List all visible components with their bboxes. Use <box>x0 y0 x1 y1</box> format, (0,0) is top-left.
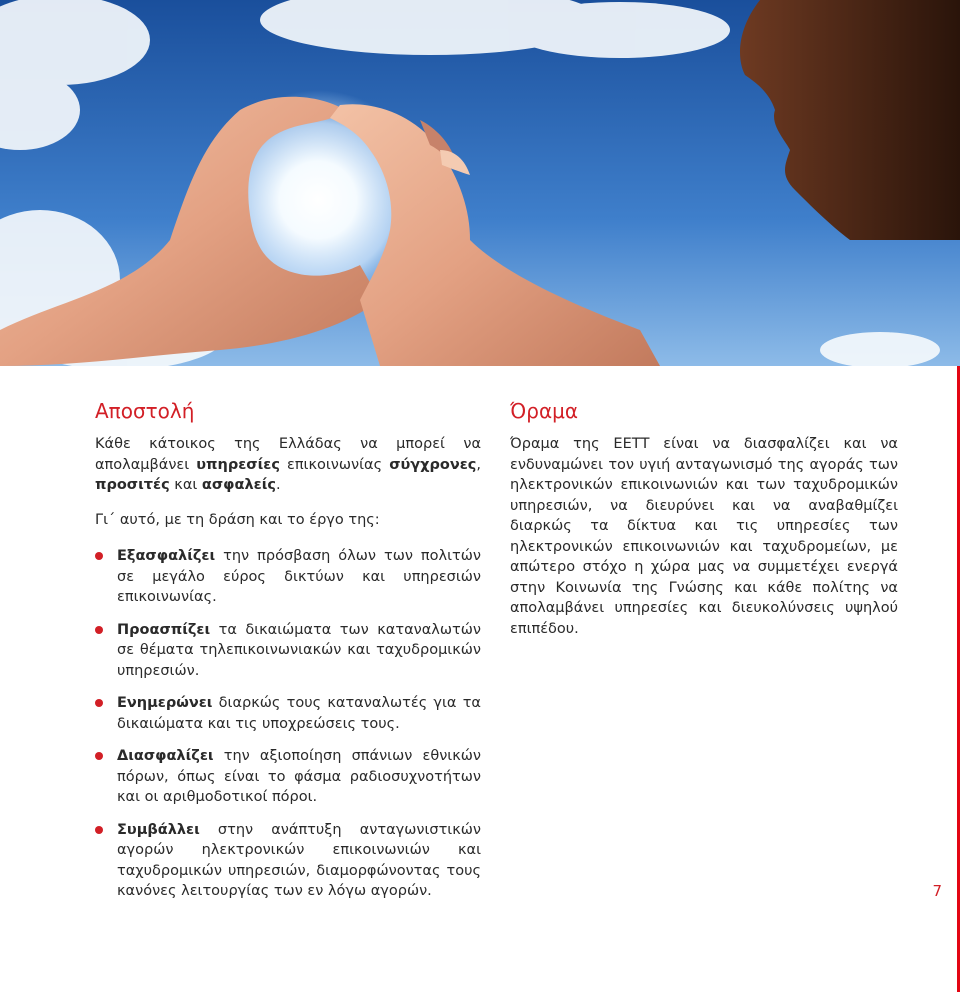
mission-intro-bold-safe: ασφαλείς <box>201 477 276 493</box>
bullet-text: τα δικαιώματα των καταναλωτών σε θέματα τηλεπικοινωνιακών και ταχυδρομικών υπηρεσιών. <box>117 621 481 679</box>
bullet-dot-icon <box>95 752 103 760</box>
bullet-text: στην ανάπτυξη ανταγωνιστικών αγορών ηλεκτρονικών επικοινωνιών και ταχυδρομικών υπηρεσιών, διαμορφώνοντας τους κανόνες λειτουργίας των εν λόγω αγορών. <box>117 821 481 899</box>
bullet-bold: Εξασφαλίζει <box>117 548 216 564</box>
hands-sun-illustration <box>0 0 960 366</box>
list-item <box>95 746 481 808</box>
mission-intro-bold-affordable: προσιτές <box>95 477 170 493</box>
bullet-text: την πρόσβαση όλων των πολιτών σε μεγάλο εύρος δικτύων και υπηρεσιών επικοινωνίας. <box>117 548 481 605</box>
mission-intro <box>95 434 481 496</box>
bullet-text: την αξιοποίηση σπάνιων εθνικών πόρων, όπως είναι το φάσμα ραδιοσυχνοτήτων και οι αριθμοδοτικοί πόροι. <box>117 748 481 805</box>
vision-text: Όραμα της ΕΕΤΤ είναι να διασφαλίζει και να ενδυναμώνει τον υγιή ανταγωνισμό της αγοράς των ηλεκτρονικών επικοινωνιών και των ταχυδρομικών υπηρεσιών, να διευρύνει και να αναβαθμίζει διαρκώς τα δίκτυα και τις υπηρεσίες των ηλεκτρονικών επικοινωνιών και ταχυδρομείων, με απώτερο στόχο η χώρα μας να συμμετέχει ενεργά στην Κοινωνία της Γνώσης και κάθε πολίτης να απολαμβάνει υπηρεσίες και διευκολύνσεις υψηλού επιπέδου. <box>510 436 898 637</box>
mission-intro-sep: , <box>476 456 481 473</box>
mission-intro-text-2: επικοινωνίας <box>279 456 390 473</box>
mission-intro-bold-modern: σύγχρονες <box>389 456 477 473</box>
mission-intro-bold-services: υπηρεσίες <box>196 456 280 473</box>
list-item <box>95 546 481 608</box>
list-item <box>95 620 481 682</box>
bullet-bold: Ενημερώνει <box>117 695 213 711</box>
bullet-dot-icon <box>95 552 103 560</box>
bullet-dot-icon <box>95 699 103 707</box>
mission-intro-end: . <box>275 477 281 493</box>
list-item <box>95 820 481 902</box>
mission-title: Αποστολή <box>95 399 195 423</box>
vision-title: Όραμα <box>510 399 579 423</box>
list-item <box>95 693 481 734</box>
bullet-dot-icon <box>95 826 103 834</box>
bullet-text: διαρκώς τους καταναλωτές για τα δικαιώματα και τις υποχρεώσεις τους. <box>117 695 481 732</box>
vision-section <box>510 398 898 639</box>
hero-photo <box>0 0 960 366</box>
bullet-dot-icon <box>95 626 103 634</box>
mission-section <box>95 398 481 914</box>
mission-lead: Γι΄ αυτό, με τη δράση και το έργο της: <box>95 511 380 528</box>
mission-intro-text-3: και <box>169 477 198 493</box>
bullet-bold: Συμβάλλει <box>117 821 200 838</box>
page-number: 7 <box>932 882 942 900</box>
bullet-bold: Διασφαλίζει <box>117 748 214 764</box>
mission-intro-text: Κάθε κάτοικος της Ελλάδας να μπορεί να απολαμβάνει <box>95 436 481 473</box>
bullet-bold: Προασπίζει <box>117 621 211 638</box>
mission-bullet-list <box>95 546 481 902</box>
